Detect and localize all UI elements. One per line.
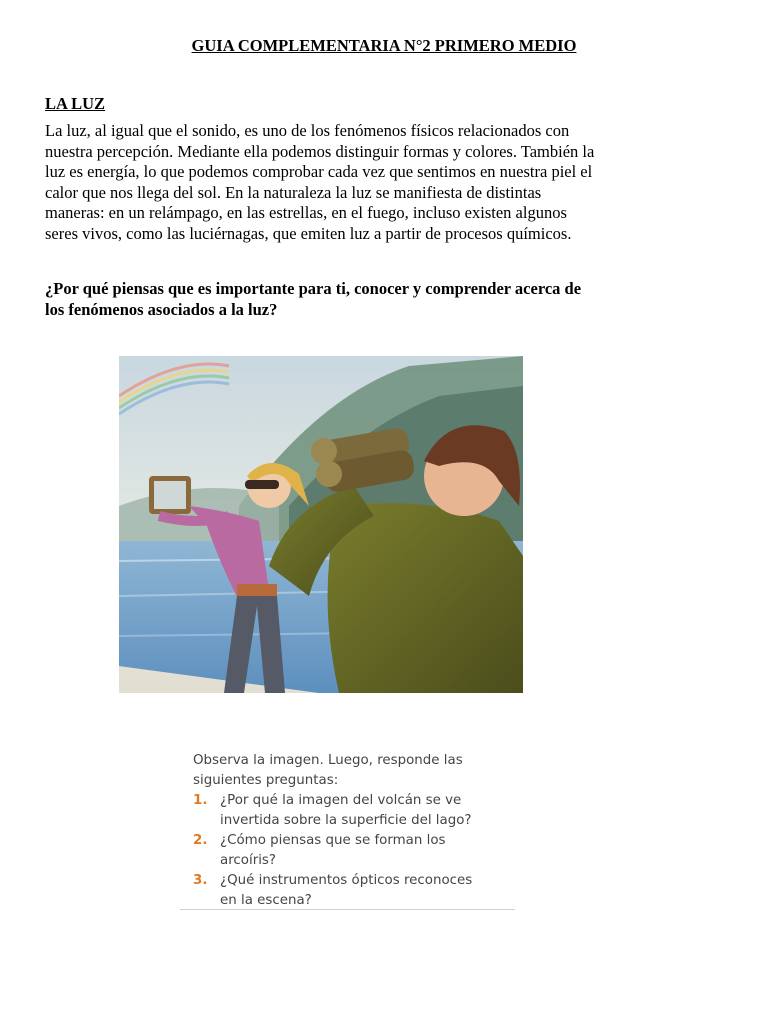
document-title: GUIA COMPLEMENTARIA N°2 PRIMERO MEDIO — [191, 36, 577, 55]
task-item-line: arcoíris? — [220, 852, 277, 868]
task-item-line: invertida sobre la superficie del lago? — [220, 812, 472, 828]
task-questions-box — [180, 745, 515, 915]
intro-line: calor que nos llega del sol. En la naturaleza la luz se manifiesta de distintas — [45, 182, 542, 202]
task-item-line: ¿Cómo piensas que se forman los — [220, 833, 446, 848]
question-line: ¿Por qué piensas que es importante para ti, conocer y comprender acerca de — [45, 279, 582, 298]
task-item-line: en la escena? — [220, 892, 312, 908]
scene-illustration-svg — [119, 356, 523, 693]
task-item-line: ¿Qué instrumentos ópticos reconoces — [220, 873, 473, 888]
task-item-number: 3. — [193, 873, 208, 888]
question-line: los fenómenos asociados a la luz? — [45, 300, 278, 319]
scene-illustration — [119, 356, 523, 693]
intro-line: maneras: en un relámpago, en las estrellas, en el fuego, incluso existen algunos — [45, 203, 567, 222]
task-item-number: 2. — [193, 833, 208, 848]
task-item-line: ¿Por qué la imagen del volcán se ve — [220, 793, 462, 808]
task-intro-line: Observa la imagen. Luego, responde las — [193, 753, 463, 768]
task-intro-line: siguientes preguntas: — [193, 772, 339, 788]
section-title: LA LUZ — [45, 94, 106, 113]
intro-line: luz es energía, lo que podemos comprobar cada vez que sentimos en nuestra piel el — [45, 162, 593, 181]
intro-line: nuestra percepción. Mediante ella podemos distinguir formas y colores. También la — [45, 141, 595, 161]
intro-paragraph — [45, 121, 725, 244]
task-item-number: 1. — [193, 793, 208, 808]
task-box-edge — [180, 909, 515, 910]
intro-line: seres vivos, como las luciérnagas, que emiten luz a partir de procesos químicos. — [45, 223, 572, 243]
intro-line: La luz, al igual que el sonido, es uno de los fenómenos físicos relacionados con — [45, 121, 570, 140]
task-intro — [193, 751, 463, 790]
question-paragraph — [45, 278, 735, 320]
